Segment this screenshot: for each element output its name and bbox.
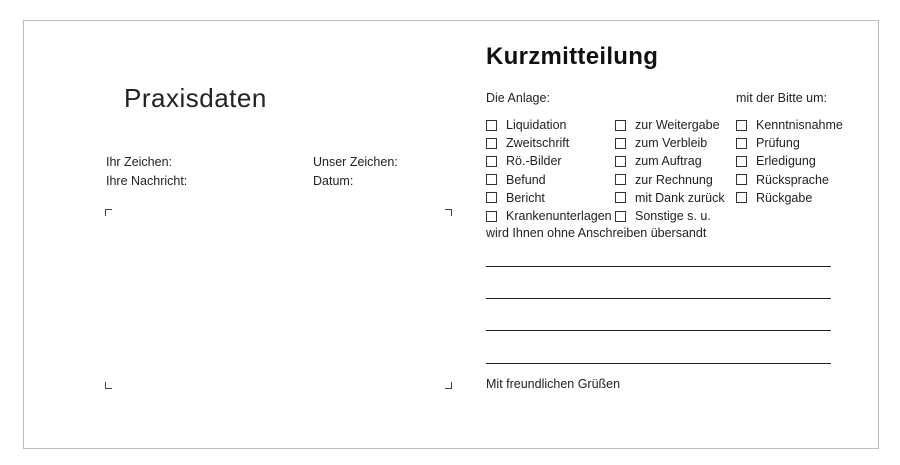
option-krankenunterlagen[interactable] (486, 207, 612, 225)
option-label: Rückgabe (756, 190, 813, 205)
sent-text: wird Ihnen ohne Anschreiben übersandt (486, 226, 707, 240)
option-label: Liquidation (506, 118, 567, 133)
option-label: Kenntnisnahme (756, 118, 843, 133)
option-label: Prüfung (756, 136, 800, 151)
closing-text: Mit freundlichen Grüßen (486, 377, 621, 391)
bitte-label: mit der Bitte um: (736, 91, 827, 105)
checkbox[interactable] (486, 138, 497, 149)
checkbox[interactable] (615, 211, 626, 222)
address-window-corner-bottom-right (445, 382, 452, 389)
option-rueckgabe[interactable] (736, 189, 843, 207)
option-erledigung[interactable] (736, 152, 843, 170)
checkbox[interactable] (736, 174, 747, 185)
anlage-column (486, 116, 612, 225)
option-label: Erledigung (756, 154, 816, 169)
option-bericht[interactable] (486, 189, 612, 207)
checkbox[interactable] (736, 156, 747, 167)
memo-title: Kurzmitteilung (486, 43, 659, 70)
checkbox[interactable] (736, 120, 747, 131)
anlage-label: Die Anlage: (486, 91, 550, 105)
request-column (736, 116, 843, 207)
option-zweitschrift[interactable] (486, 134, 612, 152)
ihre-nachricht-label: Ihre Nachricht: (106, 174, 188, 188)
option-befund[interactable] (486, 171, 612, 189)
option-label: Sonstige s. u. (635, 209, 711, 224)
address-window-corner-top-right (445, 209, 452, 216)
checkbox[interactable] (486, 192, 497, 203)
checkbox[interactable] (486, 120, 497, 131)
option-zum-verbleib[interactable] (615, 134, 725, 152)
option-label: Rö.-Bilder (506, 154, 562, 169)
memo-card (23, 20, 879, 449)
option-pruefung[interactable] (736, 134, 843, 152)
checkbox[interactable] (736, 138, 747, 149)
checkbox[interactable] (615, 120, 626, 131)
option-label: zur Rechnung (635, 172, 713, 187)
option-label: zum Auftrag (635, 154, 702, 169)
praxis-title: Praxisdaten (124, 83, 267, 113)
option-label: zur Weitergabe (635, 118, 720, 133)
write-line-4[interactable] (486, 363, 831, 364)
option-zur-rechnung[interactable] (615, 171, 725, 189)
option-zur-weitergabe[interactable] (615, 116, 725, 134)
option-kenntnisnahme[interactable] (736, 116, 843, 134)
option-liquidation[interactable] (486, 116, 612, 134)
checkbox[interactable] (615, 192, 626, 203)
checkbox[interactable] (615, 156, 626, 167)
checkbox[interactable] (615, 138, 626, 149)
unser-zeichen-label: Unser Zeichen: (313, 155, 398, 169)
option-label: Zweitschrift (506, 136, 570, 151)
option-label: Krankenunterlagen (506, 209, 612, 224)
option-zum-auftrag[interactable] (615, 152, 725, 170)
option-label: mit Dank zurück (635, 190, 725, 205)
option-label: Bericht (506, 190, 545, 205)
checkbox[interactable] (736, 192, 747, 203)
ihr-zeichen-label: Ihr Zeichen: (106, 155, 173, 169)
option-label: Befund (506, 172, 546, 187)
address-window-corner-bottom-left (105, 382, 112, 389)
checkbox[interactable] (615, 174, 626, 185)
option-roe-bilder[interactable] (486, 152, 612, 170)
checkbox[interactable] (486, 174, 497, 185)
option-mit-dank-zurueck[interactable] (615, 189, 725, 207)
datum-label: Datum: (313, 174, 354, 188)
write-line-1[interactable] (486, 266, 831, 267)
checkbox[interactable] (486, 156, 497, 167)
option-ruecksprache[interactable] (736, 171, 843, 189)
option-sonstige[interactable] (615, 207, 725, 225)
write-line-2[interactable] (486, 298, 831, 299)
purpose-column (615, 116, 725, 225)
write-line-3[interactable] (486, 330, 831, 331)
option-label: Rücksprache (756, 172, 829, 187)
checkbox[interactable] (486, 211, 497, 222)
option-label: zum Verbleib (635, 136, 708, 151)
address-window-corner-top-left (105, 209, 112, 216)
